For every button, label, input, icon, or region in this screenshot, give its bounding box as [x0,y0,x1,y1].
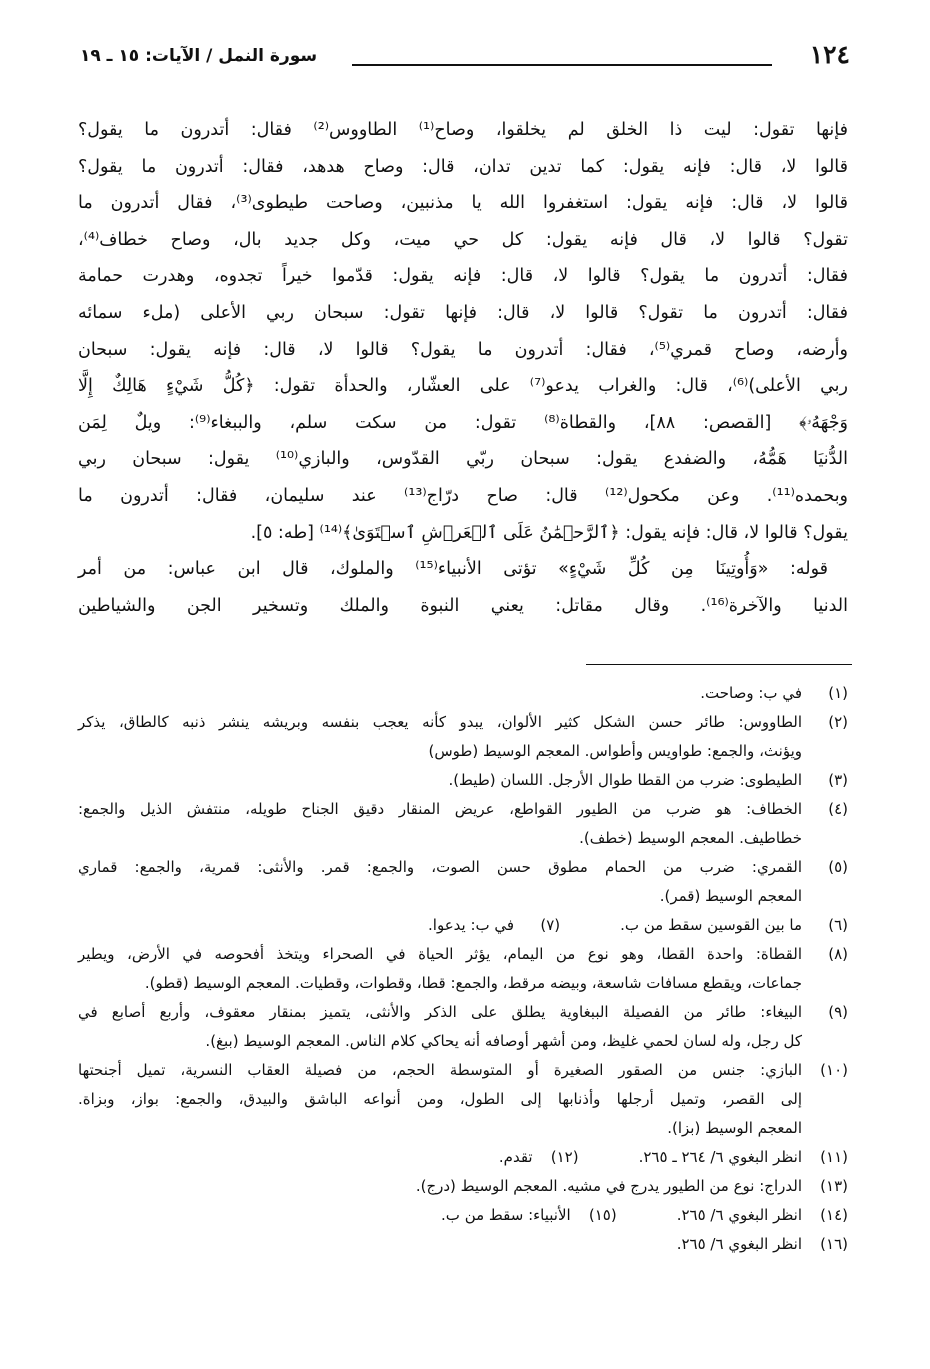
footnote-number: (١٠) [820,1061,848,1079]
text-line: وَجْهَهُۥ﴾ [القصص: ٨٨]، والقطاة⁽⁸⁾ تقول: من سكت سلم، والببغاء⁽⁹⁾: ويلٌ لِمَن [78,412,848,433]
footnote-text: كل رجل، وله لسان لحمي غليظ، ومن أشهر أوصافه أنه يحاكي كلام الناس. المعجم الوسيط (ببغ). [205,1032,802,1050]
footnote-number: (٣) [828,771,848,789]
footnote [78,766,848,795]
text-line: ربي الأعلى)⁽⁶⁾، قال: والغراب يدعو⁽⁷⁾ على العشّار، والحدأة تقول: ﴿كُلُّ شَيْءٍ هَالِكٌ إِلَّا [78,376,848,397]
footnote-text: انظر البغوي ٦/ ٢٦٥. [676,1206,802,1224]
footnote-number: (١٢) [550,1148,579,1166]
footnote-text: انظر البغوي ٦/ ٢٦٥. [676,1235,802,1253]
text-line: فإنها تقول: ليت ذا الخلق لم يخلقوا، وصاح⁽¹⁾ الطاووس⁽²⁾ فقال: أتدرون ما يقول؟ [78,120,849,140]
text-line: قالوا لا، قال: فإنه يقول: استغفروا الله يا مذنبين، وصاحت طيطوى⁽³⁾، فقال أتدرون ما [78,193,849,214]
footnote-number: (٦) [828,916,848,934]
footnote-number: (٢) [828,713,848,731]
footnote-text: إلى القصر، وتميل أرجلها وأذنابها إلى الطول، ومن أنواعه الباشق والبيدق، والجمع: بواز، وبزاة. [78,1090,802,1108]
footnote-text: القمري: ضرب من الحمام مطوق حسن الصوت، والجمع: قمر. والأنثى: قمرية، والجمع: قماري [78,858,802,876]
footnote-separator [586,664,852,665]
text-line: وبحمده⁽¹¹⁾. وعن مكحول⁽¹²⁾ قال: صاح درّاج⁽¹³⁾ عند سليمان، فقال: أتدرون ما [78,485,849,506]
footnote [78,795,848,853]
footnote [78,708,848,766]
footnote-text: انظر البغوي ٦/ ٢٦٤ ـ ٢٦٥. [638,1148,802,1166]
footnote-text: خطاطيف. المعجم الوسيط (خطف). [579,829,802,847]
text-line: الدنيا والآخرة⁽¹⁶⁾. وقال مقاتل: يعني النبوة والملك وتسخير الجن والشياطين [78,595,848,616]
footnote-number: (٤) [828,800,848,818]
footnote [78,1230,848,1259]
running-title: سورة النمل / الآيات: ١٥ ـ ١٩ [80,46,318,66]
footnote-text: ويؤنث، والجمع: طواويس وأطواس. المعجم الوسيط (طوس) [428,742,802,760]
footnote [78,940,848,998]
text-line: فقال: أتدرون ما يقول؟ قالوا لا، قال: فإنه يقول: قدّموا خيراً تجدوه، وهدرت حمامة [78,266,848,287]
footnote-text: البازي: جنس من الصقور الصغيرة أو المتوسطة الحجم، من فصيلة العقاب النسرية، تميل أجنحتها [78,1061,802,1079]
footnote [428,911,560,940]
footnote-text: الأنبياء: سقط من ب. [441,1206,571,1224]
footnote-text: المعجم الوسيط (قمر). [659,887,802,905]
footnote [78,1172,848,1201]
footnote [78,679,848,708]
footnote-number: (٥) [828,858,848,876]
page-header [80,40,850,74]
text-line: قوله: «وَأُوتِينَا مِن كُلِّ شَيْءٍ» تؤتى الأنبياء⁽¹⁵⁾ والملوك، قال ابن عباس: من أمر [78,559,828,580]
footnote-text: الطاووس: طائر حسن الشكل كثير الألوان، يبدو كأنه يعجب بنفسه وبريشه ينشر ذنبه كالطاق، يذكر [78,713,802,731]
footnote-text: الدراج: نوع من الطيور يدرج في مشيه. المعجم الوسيط (درج). [415,1177,802,1195]
text-line: فقال: أتدرون ما تقول؟ قالوا لا، قال: فإنها تقول: سبحان ربي الأعلى (ملء سمائه [78,302,848,323]
footnote-text: تقدم. [498,1148,533,1166]
footnote-number: (٨) [828,945,848,963]
footnote-text: القطاة: واحدة القطا، وهو نوع من اليمام، يؤثر الحياة في الصحراء ويتخذ أفحوصه في الأرض، ويطير [78,945,802,963]
text-line: وأرضه، وصاح قمري⁽⁵⁾، فقال: أتدرون ما يقول؟ قالوا لا، قال: فإنه يقول: سبحان [78,339,848,360]
footnote [78,998,848,1056]
header-rule [352,64,772,66]
footnote-row [78,1143,848,1172]
footnote-text: المعجم الوسيط (بزا). [667,1119,802,1137]
footnote-row [78,1201,848,1230]
page-number: ١٢٤ [809,40,850,69]
footnote-row [78,911,848,940]
text-line: الدُّنيَا هَمُّهُ، والضفدع يقول: سبحان ربّي القدّوس، والبازي⁽¹⁰⁾ يقول: سبحان ربي [78,449,848,470]
main-text [78,112,848,624]
footnote-text: الخطاف: هو ضرب من الطيور القواطع، عريض المنقار دقيق الجناح طويله، منتفش الذيل والجمع: [78,800,802,818]
footnotes [78,679,848,1259]
footnote [639,1143,848,1172]
footnote-number: (٩) [828,1003,848,1021]
text-line: تقول؟ قالوا لا، قال فإنه يقول: كل حي ميت، وكل جديد بال، وصاح خطاف⁽⁴⁾، [78,229,848,250]
text-line: قالوا لا، قال: فإنه يقول: كما تدين تدان، قال: وصاح هدهد، فقال: أتدرون ما يقول؟ [78,156,848,177]
footnote-number: (١) [828,684,848,702]
footnote-text: البيغاء: طائر من الفصيلة الببغاوية يطلق على الذكر والأنثى، يتميز بمنقار معقوف، وأربع أصابع في [78,1003,802,1021]
footnote-text: في ب: يدعوا. [428,916,515,934]
footnote-text: جماعات، ويقطع مسافات شاسعة، وبيضه مرقط، والجمع: قطا، وقطوات، وقطيات. المعجم الوسيط (قطو). [144,974,802,992]
footnote [78,853,848,911]
footnote [78,1056,848,1143]
footnote-text: الطيطوى: ضرب من القطا طوال الأرجل. اللسان (طيط). [448,771,802,789]
footnote-number: (١٥) [588,1206,617,1224]
footnote [677,1201,848,1230]
footnote-text: ما بين القوسين سقط من ب. [620,916,802,934]
footnote [441,1201,617,1230]
footnote [499,1143,579,1172]
footnote-text: في ب: وصاحت. [700,684,802,702]
footnote-number: (٧) [540,916,561,934]
footnote-number: (١٣) [820,1177,848,1195]
footnote-number: (١١) [820,1148,848,1166]
footnote-number: (١٤) [820,1206,848,1224]
footnote-number: (١٦) [820,1235,848,1253]
text-line: يقول؟ قالوا لا، قال: فإنه يقول: ﴿ٱلرَّحۡمَٰنُ عَلَى ٱلۡعَرۡشِ ٱسۡتَوَىٰ﴾⁽¹⁴⁾ [طه: ٥]. [250,522,848,543]
footnote [620,911,848,940]
